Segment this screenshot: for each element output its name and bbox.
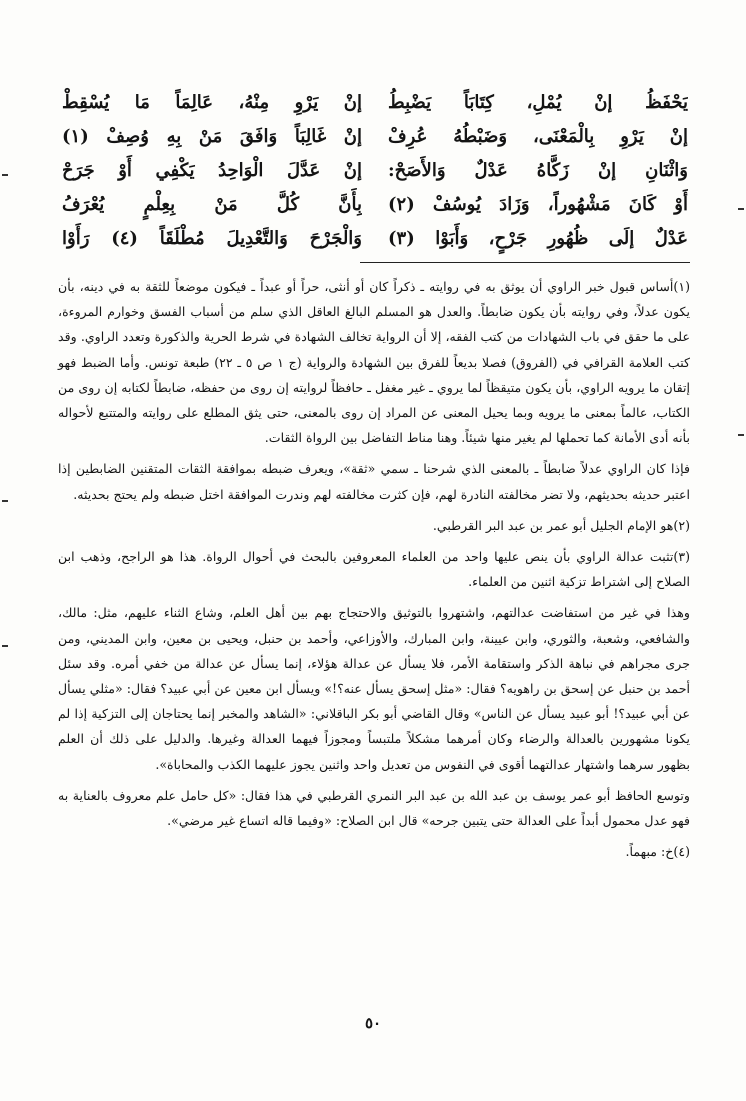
footnote-3: (٣)تثبت عدالة الراوي بأن ينص عليها واحد من العلماء المعروفين بالبحث في أحوال الرواة. هذا هو الراجح، وذهب ابن الصلاح إلى اشتراط تزكية اثنين من العلماء. (58, 549, 690, 590)
footnote-separator (360, 262, 690, 263)
verse-line: إنْ يَرْوِ مِنْهُ، عَالِمَاً مَا يُسْقِطْ (62, 92, 362, 113)
margin-mark (2, 500, 8, 502)
page-number: ٥٠ (364, 1014, 382, 1032)
footnote-4: (٤)خ: مبهماً. (625, 844, 690, 860)
verse-column-left (62, 86, 362, 256)
verse-line: وَاثْنَانِ إنْ زَكَّاهُ عَدْلٌ وَالأَصَحْ: (388, 160, 688, 181)
footnote-1: (١)أساس قبول خبر الراوي أن يوثق به في روايته ـ ذكراً كان أو أنثى، حراً أو عبداً ـ فيكون موضعاً للثقة به في دينه، بأن يكون عدلاً، وفي روايته بأن يكون ضابطاً. والعدل هو المسلم البالغ العاقل الذي سلم من أسباب الفسق وخوارم المروءة، على ما حقق في باب الشهادات من كتب الفقه، إلا أن الرواية تخالف الشهادة في شرط الحرية والذكورة وتعدد الراوي. وقد كتب العلامة القرافي في (الفروق) فصلا بديعاً للفرق بين الشهادة والرواية (ج ١ ص ٥ ـ ٢٢) طبعة تونس. وأما الضبط فهو إتقان ما يرويه الراوي، بأن يكون متيقظاً لما يروي ـ غير مغفل ـ حافظاً لروايته إن روى من حفظه، ضابطاً لكتابه إن روى من الكتاب، عالماً بمعنى ما يرويه وبما يحيل المعنى عن المراد إن روى بالمعنى، حتى يثق المطلع على روايته والمتتبع لأحواله بأنه أدى الأمانة كما تحملها لم يغير منها شيئاً. وهنا مناط التفاضل بين الرواة الثقات. (58, 279, 691, 446)
footnote-3-extra: وتوسع الحافظ أبو عمر يوسف بن عبد الله بن عبد البر النمري القرطبي في هذا فقال: «كل حامل علم معروف بالعناية به فهو عدل محمول أبداً على العدالة حتى يتبين جرحه» قال ابن الصلاح: «وفيما قاله اتساع غير مرضي». (58, 787, 690, 829)
margin-mark (2, 645, 8, 647)
footnote-2: (٢)هو الإمام الجليل أبو عمر بن عبد البر القرطبي. (432, 517, 690, 533)
footnote-1-continued: فإذا كان الراوي عدلاً ضابطاً ـ بالمعنى الذي شرحنا ـ سمي «ثقة»، ويعرف ضبطه بموافقة الثقات المتقنين الضابطين إذا اعتبر حديثه بحديثهم، ولا تضر مخالفته النادرة لهم، فإن كثرت مخالفته لهم وندرت الموافقة اختل ضبطه ولم يحتج بحديثه. (58, 461, 690, 502)
margin-mark (2, 174, 8, 176)
verse-line: إنْ غَالِبَاً وَافَقَ مَنْ بِهِ وُصِفْ (١) (62, 126, 362, 147)
verse-line: عَدْلٌ إلَى ظُهُورِ جَرْحٍ، وَأَبَوْا (٣) (388, 228, 688, 249)
verse-column-right (388, 86, 688, 256)
verse-line: إنْ يَرْوِ بِالْمَعْنَى، وَضَبْطُهُ عُرِفْ (388, 126, 688, 147)
footnote-3-continued: وهذا في غير من استفاضت عدالتهم، واشتهروا بالتوثيق والاحتجاج بهم بين أهل العلم، وشاع الثناء عليهم، مثل: مالك، والشافعي، وشعبة، والثوري، وابن عيينة، وابن المبارك، والأوزاعي، وأحمد بن حنبل، ويحيى بن معين، وابن المديني، ومن جرى مجراهم في نباهة الذكر واستقامة الأمر، فلا يسأل عن عدالة هؤلاء، إنما يسأل عن عدالة من خفي أمره. وقد سئل أحمد بن حنبل عن إسحق بن راهويه؟ فقال: «مثل إسحق يسأل عنه؟!» ويسأل ابن معين عن أبي عبيد؟ فقال: «مثلي يسأل عن أبي عبيد؟! أبو عبيد يسأل عن الناس» وقال القاضي أبو بكر الباقلاني: «الشاهد والمخبر إنما يحتاجان إلى التزكية إذا لم يكونا مشهورين بالعدالة والرضاء وكان أمرهما مشكلاً ملتبساً ومجوزاً فيهما العدالة وغيرها. والدليل على ذلك أن العلم بظهور سرهما واشتهار عدالتهما أقوى في النفوس من تعديل واحد واثنين يجوز عليهما الكذب والمحاباة». (58, 605, 690, 772)
verse-block (62, 86, 688, 256)
verse-line: أَوْ كَانَ مَشْهُوراً، وَزَادَ يُوسُفْ (٢) (388, 194, 688, 215)
footnotes (58, 274, 690, 864)
verse-line: بِأَنَّ كُلَّ مَنْ بِعِلْمٍ يُعْرَفُ (62, 194, 362, 215)
verse-line: وَالْجَرْحَ وَالتَّعْدِيلَ مُطْلَقَاً (٤) رَأَوْا (62, 228, 362, 249)
verse-line: إنْ عَدَّلَ الْوَاحِدُ يَكْفِي أَوْ جَرَحْ (62, 160, 362, 181)
margin-mark (738, 208, 744, 210)
verse-line: يَحْفَظُ إنْ يُمْلِ، كِتَابَاً يَضْبِطُ (388, 92, 688, 113)
margin-mark (738, 434, 744, 436)
